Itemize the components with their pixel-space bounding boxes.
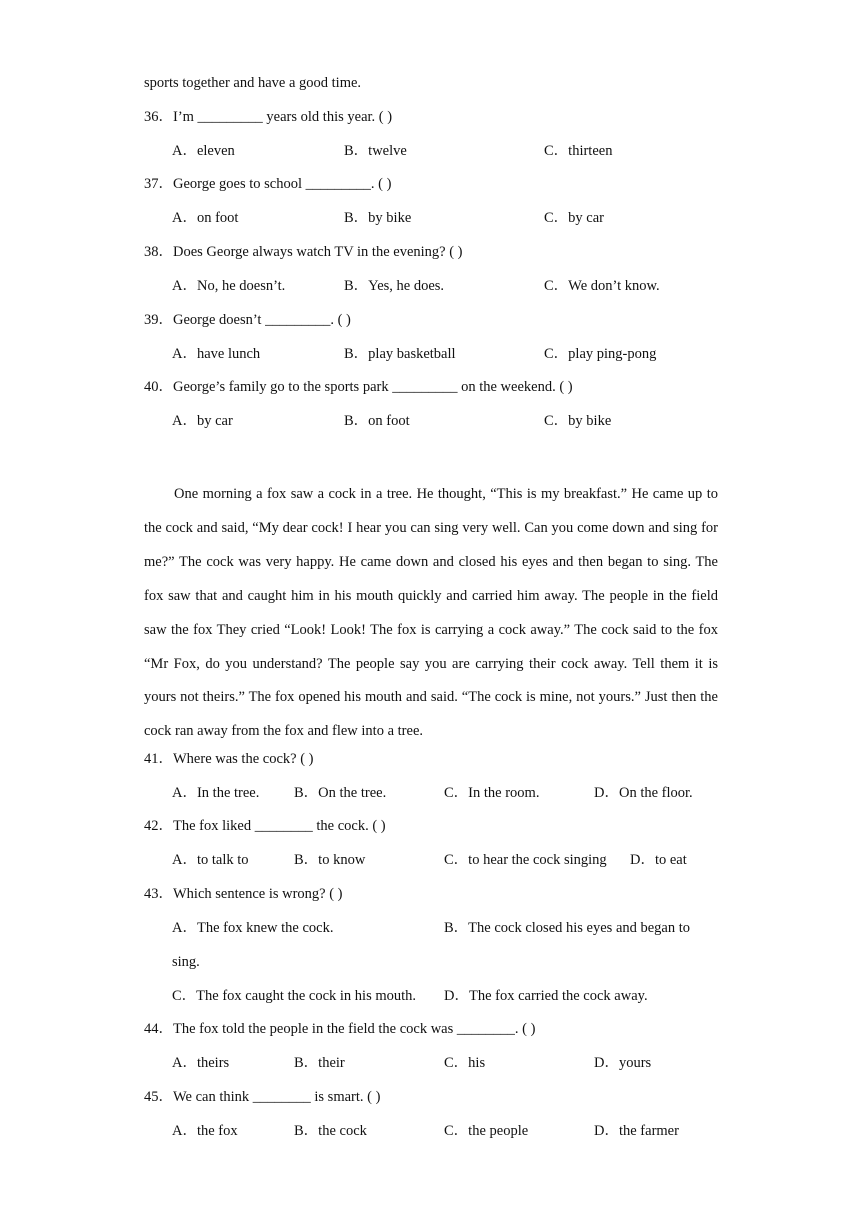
q44-option-d[interactable]: D．yours [594,1055,652,1071]
q42-option-a[interactable]: A．to talk to [172,852,249,868]
question-39-stem: 39．George doesn’t _________. ( ) [144,312,351,328]
question-43-stem: 43．Which sentence is wrong? ( ) [144,886,343,902]
q40-option-b[interactable]: B．on foot [344,413,410,429]
q40-option-a[interactable]: A．by car [172,413,233,429]
question-41-stem: 41．Where was the cock? ( ) [144,751,314,767]
question-38-stem: 38．Does George always watch TV in the evening? ( ) [144,244,463,260]
q45-option-b[interactable]: B．the cock [294,1123,367,1139]
q43-option-c[interactable]: C．The fox caught the cock in his mouth. [172,988,417,1004]
q38-option-c[interactable]: C．We don’t know. [544,278,660,294]
q37-option-a[interactable]: A．on foot [172,210,239,226]
q43-option-d[interactable]: D．The fox carried the cock away. [444,988,648,1004]
q41-option-d[interactable]: D．On the floor. [594,785,693,801]
q36-option-c[interactable]: C．thirteen [544,143,613,159]
question-44-stem: 44．The fox told the people in the field the cock was ________. ( ) [144,1021,536,1037]
q36-option-b[interactable]: B．twelve [344,143,407,159]
q39-option-a[interactable]: A．have lunch [172,346,261,362]
q43-option-b-continued: sing. [172,954,200,970]
question-45-stem: 45．We can think ________ is smart. ( ) [144,1089,381,1105]
q41-option-c[interactable]: C．In the room. [444,785,540,801]
q36-option-a[interactable]: A．eleven [172,143,235,159]
q37-option-b[interactable]: B．by bike [344,210,412,226]
q38-option-b[interactable]: B．Yes, he does. [344,278,445,294]
question-37-stem: 37．George goes to school _________. ( ) [144,176,392,192]
q42-option-b[interactable]: B．to know [294,852,366,868]
question-36-stem: 36．I’m _________ years old this year. ( ) [144,109,393,125]
q38-option-a[interactable]: A．No, he doesn’t. [172,278,286,294]
q44-option-c[interactable]: C．his [444,1055,486,1071]
q42-option-d[interactable]: D．to eat [630,852,687,868]
q39-option-b[interactable]: B．play basketball [344,346,456,362]
q44-option-a[interactable]: A．theirs [172,1055,230,1071]
q45-option-a[interactable]: A．the fox [172,1123,238,1139]
q37-option-c[interactable]: C．by car [544,210,604,226]
q43-option-a[interactable]: A．The fox knew the cock. [172,920,334,936]
q45-option-c[interactable]: C．the people [444,1123,529,1139]
q41-option-a[interactable]: A．In the tree. [172,785,260,801]
question-42-stem: 42．The fox liked ________ the cock. ( ) [144,818,386,834]
question-40-stem: 40．George’s family go to the sports park _________ on the weekend. ( ) [144,379,573,395]
q45-option-d[interactable]: D．the farmer [594,1123,679,1139]
q41-option-b[interactable]: B．On the tree. [294,785,387,801]
reading-passage: One morning a fox saw a cock in a tree. He thought, “This is my breakfast.” He came up to the cock and said, “My dear cock! I hear you can sing very well. Can you come down and sing for me?” The cock was very happy. He came down and closed his eyes and then began to sing. The fox saw that and caught him in his mouth quickly and carried him away. The people in the field saw the fox They cried “Look! Look! The fox is carrying a cock away.” The cock said to the fox “Mr Fox, do you understand? The people say you are carrying their cock away. Tell them it is yours not theirs.” The fox opened his mouth and said. “The cock is mine, not yours.” Just then the cock ran away from the fox and flew into a tree. [144,486,718,740]
q44-option-b[interactable]: B．their [294,1055,345,1071]
q42-option-c[interactable]: C．to hear the cock singing [444,852,607,868]
q39-option-c[interactable]: C．play ping-pong [544,346,657,362]
intro-tail-text: sports together and have a good time. [144,75,362,91]
q40-option-c[interactable]: C．by bike [544,413,612,429]
q43-option-b[interactable]: B．The cock closed his eyes and began to [444,920,691,936]
